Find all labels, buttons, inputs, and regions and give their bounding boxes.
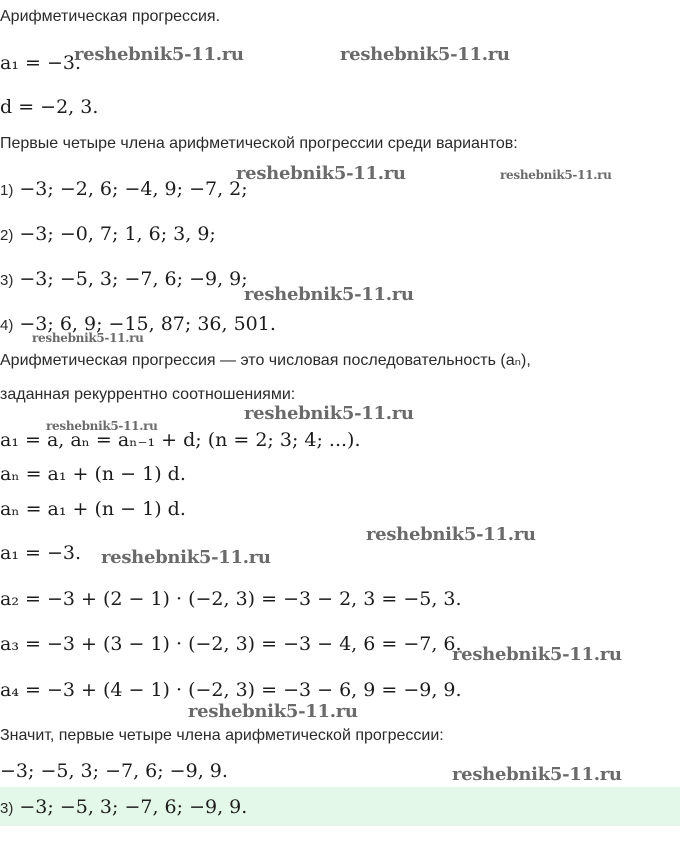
option-1-number: 1): [0, 182, 14, 199]
calc-a4: a₄ = −3 + (4 − 1) · (−2, 3) = −3 − 6, 9 = −9, 9.: [0, 679, 462, 701]
answer-values: −3; −5, 3; −7, 6; −9, 9.: [19, 796, 248, 818]
option-2: [0, 223, 216, 245]
title-text: Арифметическая прогрессия.: [0, 8, 221, 25]
answer-number: 3): [0, 800, 14, 817]
recurrence-formula: a₁ = a, aₙ = aₙ₋₁ + d; (n = 2; 3; 4; ...).: [0, 429, 361, 451]
definition-text: Арифметическая прогрессия — это числовая последовательность (aₙ),: [0, 352, 531, 369]
general-formula-2: aₙ = a₁ + (n − 1) d.: [0, 498, 186, 520]
calc-a2: a₂ = −3 + (2 − 1) · (−2, 3) = −3 − 2, 3 = −5, 3.: [0, 588, 462, 610]
watermark: reshebnik5-11.ru: [452, 764, 622, 785]
given-d: d = −2, 3.: [0, 96, 99, 118]
watermark: reshebnik5-11.ru: [236, 163, 406, 184]
option-4-values: −3; 6, 9; −15, 87; 36, 501.: [19, 313, 276, 335]
result-values: −3; −5, 3; −7, 6; −9, 9.: [0, 760, 228, 782]
watermark: reshebnik5-11.ru: [366, 524, 536, 545]
option-1-values: −3; −2, 6; −4, 9; −7, 2;: [19, 178, 248, 200]
calc-a1: a₁ = −3.: [0, 542, 81, 564]
option-2-number: 2): [0, 227, 14, 244]
option-1: [0, 178, 248, 200]
watermark: reshebnik5-11.ru: [500, 168, 612, 182]
watermark: reshebnik5-11.ru: [244, 284, 414, 305]
conclusion-text: Значит, первые четыре члена арифметической прогрессии:: [0, 727, 444, 744]
option-3-values: −3; −5, 3; −7, 6; −9, 9;: [19, 268, 248, 290]
option-3-number: 3): [0, 272, 14, 289]
watermark: reshebnik5-11.ru: [452, 644, 622, 665]
watermark: reshebnik5-11.ru: [244, 403, 414, 424]
calc-a3: a₃ = −3 + (3 − 1) · (−2, 3) = −3 − 4, 6 = −7, 6.: [0, 633, 462, 655]
definition-continuation: заданная рекуррентно соотношениями:: [0, 386, 296, 403]
watermark: reshebnik5-11.ru: [32, 331, 144, 345]
given-a1: a₁ = −3.: [0, 52, 81, 74]
answer-line: [0, 796, 247, 818]
general-formula-1: aₙ = a₁ + (n − 1) d.: [0, 463, 186, 485]
watermark: reshebnik5-11.ru: [188, 701, 358, 722]
watermark: reshebnik5-11.ru: [101, 547, 271, 568]
question-text: Первые четыре члена арифметической прогрессии среди вариантов:: [0, 135, 518, 152]
option-4-number: 4): [0, 317, 14, 334]
watermark: reshebnik5-11.ru: [46, 419, 158, 433]
option-3: [0, 268, 248, 290]
option-2-values: −3; −0, 7; 1, 6; 3, 9;: [19, 223, 216, 245]
watermark: reshebnik5-11.ru: [74, 44, 244, 65]
watermark: reshebnik5-11.ru: [340, 44, 510, 65]
